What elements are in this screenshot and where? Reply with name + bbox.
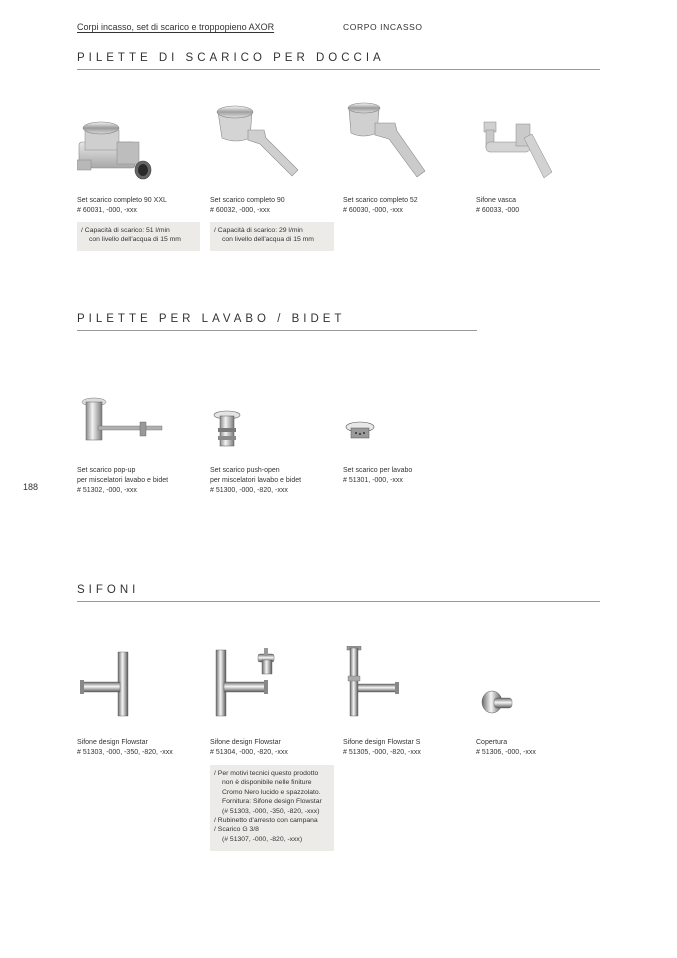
shower-drain-90-image [212,100,304,180]
product-name: Set scarico pop-up [77,467,136,474]
product-set-scarico-lavabo [343,466,468,486]
section-divider [77,69,600,70]
product-name: Set scarico completo 90 XXL [77,197,167,204]
section-title-shower-drains: PILETTE DI SCARICO PER DOCCIA [77,52,385,64]
note-line: / Scarico G 3/8 [214,825,330,834]
push-open-waste-image [212,410,242,448]
product-name: Sifone design Flowstar S [343,739,421,746]
product-sifone-flowstar-s [343,738,468,758]
product-note [210,222,334,251]
product-code: # 51306, -000, -xxx [476,749,536,756]
product-name: Sifone design Flowstar [77,739,148,746]
note-line: con livello dell'acqua di 15 mm [89,236,181,244]
cover-image [480,688,514,718]
product-code: # 51302, -000, -xxx [77,487,137,494]
product-sifone-vasca [476,196,601,216]
flowstar-s-siphon-image [345,646,401,718]
product-code: # 51304, -000, -820, -xxx [210,749,288,756]
note-line: / Capacità di scarico: 29 l/min [214,226,330,235]
note-line: / Capacità di scarico: 51 l/min [81,226,196,235]
product-sifone-flowstar-valve [210,738,335,758]
note-line: / Per motivi tecnici questo prodotto [214,769,330,778]
product-code: # 51303, -000, -350, -820, -xxx [77,749,173,756]
note-line: non è disponibile nelle finiture [222,779,312,787]
product-code: # 60031, -000, -xxx [77,207,137,214]
product-code: # 51300, -000, -820, -xxx [210,487,288,494]
product-name-line2: per miscelatori lavabo e bidet [77,477,169,484]
popup-waste-image [80,396,168,446]
product-name: Set scarico completo 52 [343,197,418,204]
page-number: 188 [23,482,39,492]
shower-drain-xxl-image [77,112,153,182]
product-note [77,222,200,251]
section-divider [77,330,477,331]
note-line: (# 51307, -000, -820, -xxx) [222,835,303,843]
product-code: # 51301, -000, -xxx [343,477,403,484]
product-name: Sifone design Flowstar [210,739,281,746]
note-line: Fornitura: Sifone design Flowstar [222,798,322,806]
product-name-line2: per miscelatori lavabo e bidet [210,477,302,484]
flowstar-siphon-valve-image [212,648,278,718]
product-code: # 60032, -000, -xxx [210,207,270,214]
note-line: Cromo Nero lucido e spazzolato. [222,788,321,796]
product-copertura [476,738,601,758]
bath-siphon-image [480,118,552,180]
header-breadcrumb: Corpi incasso, set di scarico e troppopieno AXOR [77,22,275,32]
section-title-basin-bidet-wastes: PILETTE PER LAVABO / BIDET [77,313,346,325]
product-name: Sifone vasca [476,197,517,204]
product-set-scarico-52 [343,196,468,216]
note-line: (# 51303, -000, -350, -820, -xxx) [222,807,320,815]
section-title-siphons: SIFONI [77,584,140,596]
header-category: CORPO INCASSO [343,22,423,32]
shower-drain-52-image [345,97,431,183]
product-set-scarico-push-open [210,466,335,496]
product-code: # 60033, -000 [476,207,520,214]
product-set-scarico-90xxl [77,196,202,216]
product-name: Copertura [476,739,508,746]
product-code: # 51305, -000, -820, -xxx [343,749,421,756]
product-name: Set scarico completo 90 [210,197,285,204]
product-sifone-flowstar [77,738,202,758]
note-line: / Rubinetto d'arresto con campana [214,816,330,825]
section-divider [77,601,600,602]
product-set-scarico-90 [210,196,335,216]
basin-waste-image [345,420,375,444]
flowstar-siphon-image [80,650,130,718]
product-note [210,765,334,851]
note-line: con livello dell'acqua di 15 mm [222,236,314,244]
product-name: Set scarico per lavabo [343,467,413,474]
product-name: Set scarico push-open [210,467,280,474]
product-set-scarico-popup [77,466,202,496]
product-code: # 60030, -000, -xxx [343,207,403,214]
